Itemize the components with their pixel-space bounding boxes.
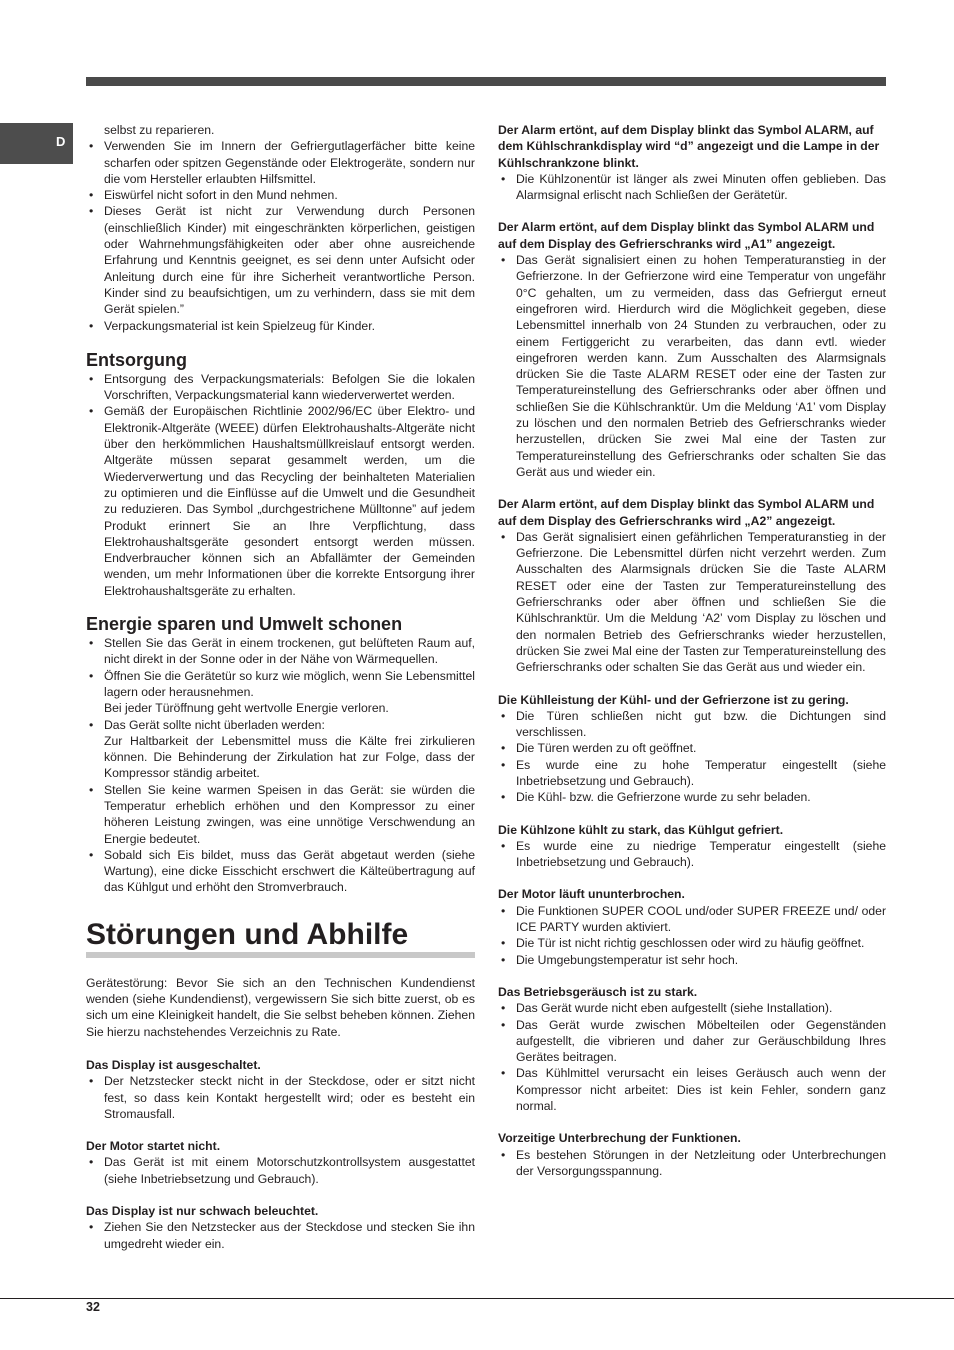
- list-item: • Stellen Sie keine warmen Speisen in das Gerät: sie würden die Temperatur erheblich erhöhen und den Kompressor zu einer höheren Leistung zwingen, was eine unnötige Verschwendung an Energie bedeutet.: [86, 782, 475, 847]
- list-item: Zur Haltbarkeit der Lebensmittel muss die Kälte frei zirkulieren können. Die Behinderung der Zirkulation hat zur Folge, dass der Kompressor ständig arbeitet.: [104, 733, 475, 781]
- issue-question: Der Alarm ertönt, auf dem Display blinkt das Symbol ALARM und auf dem Display des Gefrierschranks wird „A2” angezeigt.: [498, 497, 875, 528]
- list-item: • Der Netzstecker steckt nicht in der Steckdose, oder er sitzt nicht fest, so dass kein Kontakt hergestellt wird; oder es besteht ein Stromausfall.: [86, 1073, 475, 1122]
- list-item: • Das Gerät ist mit einem Motorschutzkontrollsystem ausgestattet (siehe Inbetriebsetzung und Gebrauch).: [86, 1154, 475, 1187]
- list-item: • Das Gerät wurde zwischen Möbelteilen oder Gegenständen aufgestellt, die vibrieren und daher zur Geräuschbildung Ihres Gerätes beitragen.: [498, 1017, 886, 1066]
- list-item: Bei jeder Türöffnung geht wertvolle Energie verloren.: [104, 701, 389, 716]
- issue-question: Der Alarm ertönt, auf dem Display blinkt das Symbol ALARM, auf dem Kühlschrankdisplay wird “d” angezeigt und die Lampe in der Kühlschrankzone blinkt.: [498, 123, 880, 170]
- issue-question: Vorzeitige Unterbrechung der Funktionen.: [498, 1131, 741, 1146]
- list-item: • Ziehen Sie den Netzstecker aus der Steckdose und stecken Sie ihn umgedreht wieder ein.: [86, 1219, 475, 1252]
- list-item: • Die Türen schließen nicht gut bzw. die Dichtungen sind verschlissen.: [498, 708, 886, 741]
- issue-question: Das Display ist nur schwach beleuchtet.: [86, 1204, 319, 1219]
- section-title-energie: Energie sparen und Umwelt schonen: [86, 614, 403, 635]
- list-item: • Entsorgung des Verpackungsmaterials: Befolgen Sie die lokalen Vorschriften, Verpackungsmaterial kann wiederverwertet werden.: [86, 371, 475, 404]
- list-item: • Öffnen Sie die Gerätetür so kurz wie möglich, wenn Sie Lebensmittel lagern oder herausnehmen.: [86, 668, 475, 701]
- issue-question: Die Kühlleistung der Kühl- und der Gefrierzone ist zu gering.: [498, 692, 849, 707]
- list-item: • Das Kühlmittel verursacht ein leises Geräusch auch wenn der Kompressor nicht arbeitet: Dies ist kein Fehler, sondern ganz normal.: [498, 1065, 886, 1114]
- list-item: • Gemäß der Europäischen Richtlinie 2002/96/EC über Elektro- und Elektronik-Altgeräte (WEEE) dürfen Elektrohaushalts-Altgeräte nicht über den herkömmlichen Haushaltsmüllkreislauf entsorgt werden. Altgeräte müssen separat gesammelt werden, um die Wiederverwertung und das Recycling der beinhalteten Materialien zu optimieren und die Einflüsse auf die Umwelt und die Gesundheit zu reduzieren. Das Symbol „durchgestrichene Mülltonne” auf jedem Produkt erinnert Sie an Ihre Verpflichtung, dass Elektrohaushaltsgeräte gesondert entsorgt werden müssen. Endverbraucher können sich an Abfallämter der Gemeinden wenden, um mehr Informationen über die korrekte Entsorgung ihrer Elektrohaushaltsgeräte zu erhalten.: [86, 403, 475, 599]
- list-item: • Eiswürfel nicht sofort in den Mund nehmen.: [86, 187, 475, 203]
- issue-answers: [498, 1147, 886, 1180]
- issue-answers: [498, 252, 886, 480]
- energie-list: [86, 635, 475, 896]
- issue-question: Das Display ist ausgeschaltet.: [86, 1057, 261, 1072]
- list-item: • Die Türen werden zu oft geöffnet.: [498, 740, 886, 756]
- list-item: • Verpackungsmaterial ist kein Spielzeug für Kinder.: [86, 318, 475, 334]
- list-item: • Die Funktionen SUPER COOL und/oder SUPER FREEZE und/ oder ICE PARTY wurden aktiviert.: [498, 903, 886, 936]
- list-item: • Die Kühl- bzw. die Gefrierzone wurde zu sehr beladen.: [498, 789, 886, 805]
- issue-question: Der Motor startet nicht.: [86, 1139, 221, 1154]
- language-tab: D: [0, 123, 73, 164]
- issue-answers: [86, 1154, 475, 1187]
- footer-rule: [0, 1298, 954, 1299]
- issue-answers: [498, 529, 886, 676]
- issue-answers: [86, 1219, 475, 1252]
- list-item: • Das Gerät signalisiert einen gefährlichen Temperaturanstieg in der Gefrierzone. Die Lebensmittel dürfen nicht verzehrt werden. Zum Ausschalten des Alarmsignals drücken Sie die Taste ALARM RESET oder eine der Tasten zur Temperatureinstellung des Gefrierschranks oder aber öffnen und schließen Sie die Kühlschranktür. Um die Meldung ‘A2’ vom Display zu löschen und den normalen Betrieb des Gefrierschranks wieder herzustellen, drücken Sie zwei Mal eine der Tasten zur Temperatureinstellung des Gefrierschranks oder schalten Sie das Gerät aus und wieder ein.: [498, 529, 886, 676]
- issue-answers: [498, 1000, 886, 1114]
- list-item: • Die Umgebungstemperatur ist sehr hoch.: [498, 952, 886, 968]
- issue-answers: [498, 708, 886, 806]
- list-item: selbst zu reparieren.: [104, 123, 215, 137]
- issue-question: Der Alarm ertönt, auf dem Display blinkt das Symbol ALARM und auf dem Display des Gefrierschranks wird „A1” angezeigt.: [498, 220, 875, 251]
- section-title-entsorgung: Entsorgung: [86, 349, 187, 370]
- list-item: • Es bestehen Störungen in der Netzleitung oder Unterbrechungen der Versorgungsspannung.: [498, 1147, 886, 1180]
- safety-list: [86, 122, 475, 334]
- section-title-stoerungen: Störungen und Abhilfe: [86, 918, 475, 958]
- list-item: • Die Tür ist nicht richtig geschlossen oder wird zu häufig geöffnet.: [498, 935, 886, 951]
- top-rule: [86, 77, 886, 86]
- issue-question: Die Kühlzone kühlt zu stark, das Kühlgut gefriert.: [498, 822, 784, 837]
- right-issue-list: [498, 122, 886, 1179]
- list-item: • Das Gerät signalisiert einen zu hohen Temperaturanstieg in der Gefrierzone. In der Gefrierzone wird eine Temperatur von ungefähr 0°C gehalten, um zu vermeiden, dass das Gefriergut erneut eingefroren wird. Hierdurch wird die Möglichkeit gegeben, diese Lebensmittel innerhalb von 24 Stunden zu verbrauchen, oder zu einem Fertiggericht zu verarbeiten, das dann evtl. wieder eingefroren werden kann. Zum Ausschalten des Alarmsignals drücken Sie die Taste ALARM RESET oder eine der Tasten zur Temperatureinstellung des Gefrierschranks oder aber öffnen und schließen Sie die Kühlschranktür. Um die Meldung ‘A1’ vom Display zu löschen und den normalen Betrieb des Gefrierschranks wieder herzustellen, drücken Sie zwei Mal eine der Tasten zur Temperatureinstellung des Gefrierschranks oder schalten Sie das Gerät aus und wieder ein.: [498, 252, 886, 480]
- entsorgung-list: [86, 371, 475, 599]
- list-item: • Sobald sich Eis bildet, muss das Gerät abgetaut werden (siehe Wartung), eine dicke Eisschicht erschwert die Kälteübertragung auf das Kühlgut und erhöht den Stromverbrauch.: [86, 847, 475, 896]
- list-item: • Die Kühlzonentür ist länger als zwei Minuten offen geblieben. Das Alarmsignal erlischt nach Schließen der Gerätetür.: [498, 171, 886, 204]
- issue-question: Der Motor läuft ununterbrochen.: [498, 887, 685, 902]
- page-number: 32: [86, 1300, 100, 1314]
- issue-answers: [86, 1073, 475, 1122]
- left-column: [86, 122, 475, 1252]
- right-column: [498, 122, 886, 1179]
- list-item: • Es wurde eine zu niedrige Temperatur eingestellt (siehe Inbetriebsetzung und Gebrauch).: [498, 838, 886, 871]
- list-item: • Das Gerät sollte nicht überladen werden:: [86, 717, 475, 733]
- left-issue-list: [86, 1057, 475, 1252]
- list-item: • Das Gerät wurde nicht eben aufgestellt (siehe Installation).: [498, 1000, 886, 1016]
- list-item: • Es wurde eine zu hohe Temperatur eingestellt (siehe Inbetriebsetzung und Gebrauch).: [498, 757, 886, 790]
- list-item: • Dieses Gerät ist nicht zur Verwendung durch Personen (einschließlich Kinder) mit eingeschränkten körperlichen, geistigen oder Wahrnehmungsfähigkeiten oder aber ohne ausreichende Erfahrung und Kenntnis geeignet, es sei denn unter Aufsicht oder Anleitung durch eine für ihre Sicherheit verantwortliche Person. Kinder sind zu beaufsichtigen, um zu verhindern, dass sie mit dem Gerät spielen.”: [86, 203, 475, 317]
- issue-answers: [498, 903, 886, 968]
- issue-answers: [498, 171, 886, 204]
- list-item: • Stellen Sie das Gerät in einem trockenen, gut belüfteten Raum auf, nicht direkt in der Sonne oder in der Nähe von Wärmequellen.: [86, 635, 475, 668]
- issue-answers: [498, 838, 886, 871]
- list-item: • Verwenden Sie im Innern der Gefriergutlagerfächer bitte keine scharfen oder spitzen Gegenstände oder Elektrogeräte, sondern nur die vom Hersteller erlaubten Hilfsmittel.: [86, 138, 475, 187]
- stoerungen-intro: Gerätestörung: Bevor Sie sich an den Technischen Kundendienst wenden (siehe Kundendienst), vergewissern Sie sich bitte zuerst, ob es sich um eine Kleinigkeit handelt, die Sie selbst beheben können. Ziehen Sie hierzu nachstehendes Verzeichnis zu Rate.: [86, 975, 475, 1039]
- issue-question: Das Betriebsgeräusch ist zu stark.: [498, 984, 698, 999]
